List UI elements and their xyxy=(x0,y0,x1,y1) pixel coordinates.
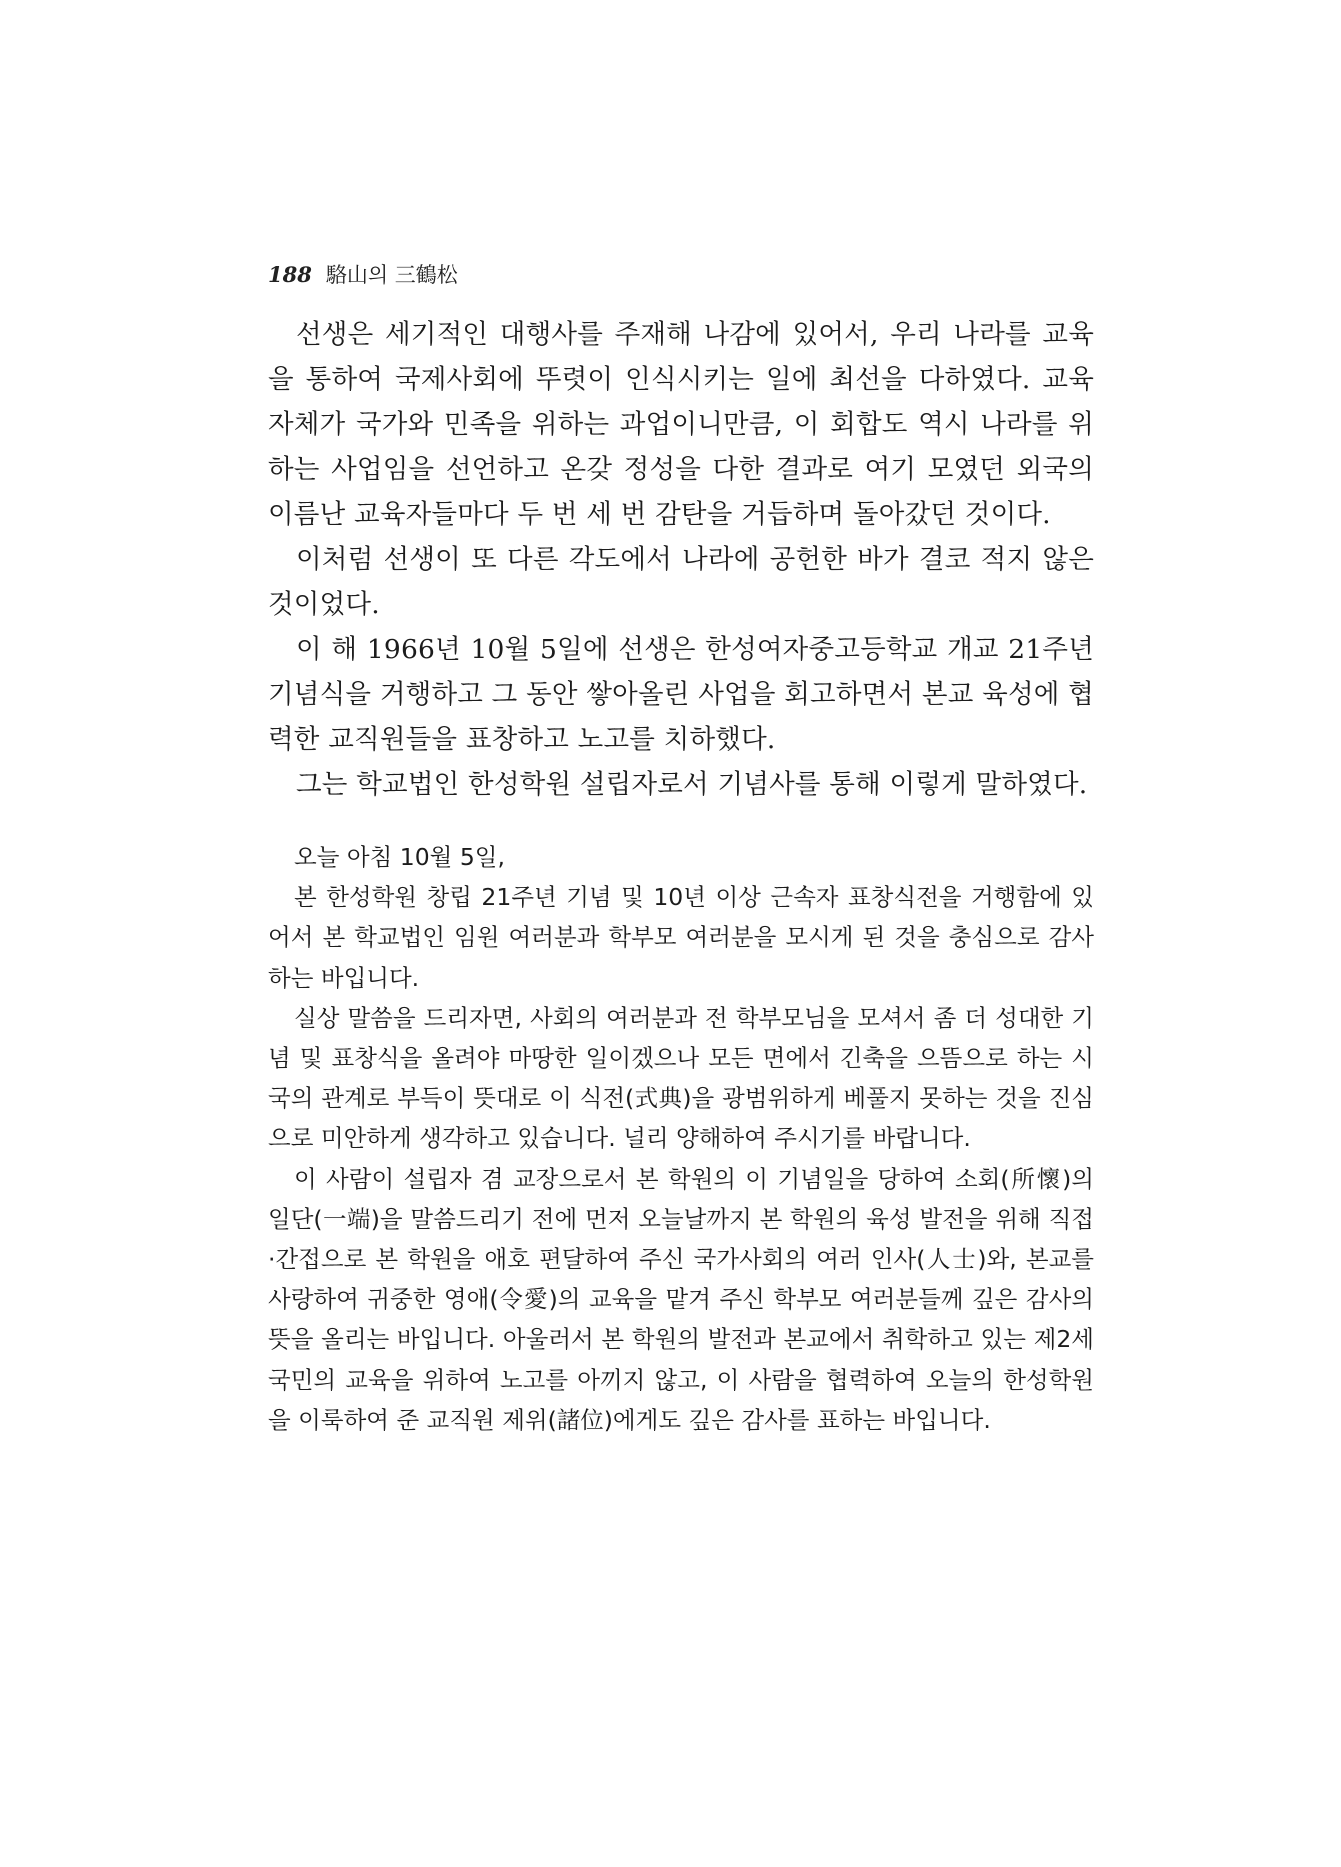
narrative-paragraph: 이처럼 선생이 또 다른 각도에서 나라에 공헌한 바가 결코 적지 않은 것이었다. xyxy=(268,544,1094,620)
narrative-paragraph: 선생은 세기적인 대행사를 주재해 나감에 있어서, 우리 나라를 교육을 통하여 국제사회에 뚜렷이 인식시키는 일에 최선을 다하였다. 교육 자체가 국가와 민족을 위하는 과업이니만큼, 이 회합도 역시 나라를 위하는 사업임을 선언하고 온갖 정성을 다한 결과로 여기 모였던 외국의 이름난 교육자들마다 두 번 세 번 감탄을 거듭하며 돌아갔던 것이다. xyxy=(268,319,1094,530)
speech-paragraph: 본 한성학원 창립 21주년 기념 및 10년 이상 근속자 표창식전을 거행함에 있어서 본 학교법인 임원 여러분과 학부모 여러분을 모시게 된 것을 충심으로 감사하는 바입니다. xyxy=(268,883,1094,992)
speech-paragraph: 실상 말씀을 드리자면, 사회의 여러분과 전 학부모님을 모셔서 좀 더 성대한 기념 및 표창식을 올려야 마땅한 일이겠으나 모든 면에서 긴축을 으뜸으로 하는 시국의 관계로 부득이 뜻대로 이 식전(式典)을 광범위하게 베풀지 못하는 것을 진심으로 미안하게 생각하고 있습니다. 널리 양해하여 주시기를 바랍니다. xyxy=(268,1003,1094,1153)
speech-paragraph: 이 사람이 설립자 겸 교장으로서 본 학원의 이 기념일을 당하여 소회(所懷)의 일단(一端)을 말씀드리기 전에 먼저 오늘날까지 본 학원의 육성 발전을 위해 직접·간접으로 본 학원을 애호 편달하여 주신 국가사회의 여러 인사(人士)와, 본교를 사랑하여 귀중한 영애(令愛)의 교육을 맡겨 주신 학부모 여러분들께 깊은 감사의 뜻을 올리는 바입니다. 아울러서 본 학원의 발전과 본교에서 취학하고 있는 제2세 국민의 교육을 위하여 노고를 아끼지 않고, 이 사람을 협력하여 오늘의 한성학원을 이룩하여 준 교직원 제위(諸位)에게도 깊은 감사를 표하는 바입니다. xyxy=(268,1164,1094,1434)
speech-quote xyxy=(268,837,1094,1440)
page-number: 188 xyxy=(268,262,312,287)
speech-paragraph: 오늘 아침 10월 5일, xyxy=(294,843,505,871)
running-head xyxy=(268,259,458,289)
narrative-paragraph: 그는 학교법인 한성학원 설립자로서 기념사를 통해 이렇게 말하였다. xyxy=(296,769,1088,800)
book-title: 駱山의 三鶴松 xyxy=(325,263,458,287)
narrative-paragraph: 이 해 1966년 10월 5일에 선생은 한성여자중고등학교 개교 21주년 기념식을 거행하고 그 동안 쌓아올린 사업을 회고하면서 본교 육성에 협력한 교직원들을 표창하고 노고를 치하했다. xyxy=(268,634,1094,755)
narrative-section xyxy=(268,312,1094,807)
body-text xyxy=(268,312,1094,1440)
